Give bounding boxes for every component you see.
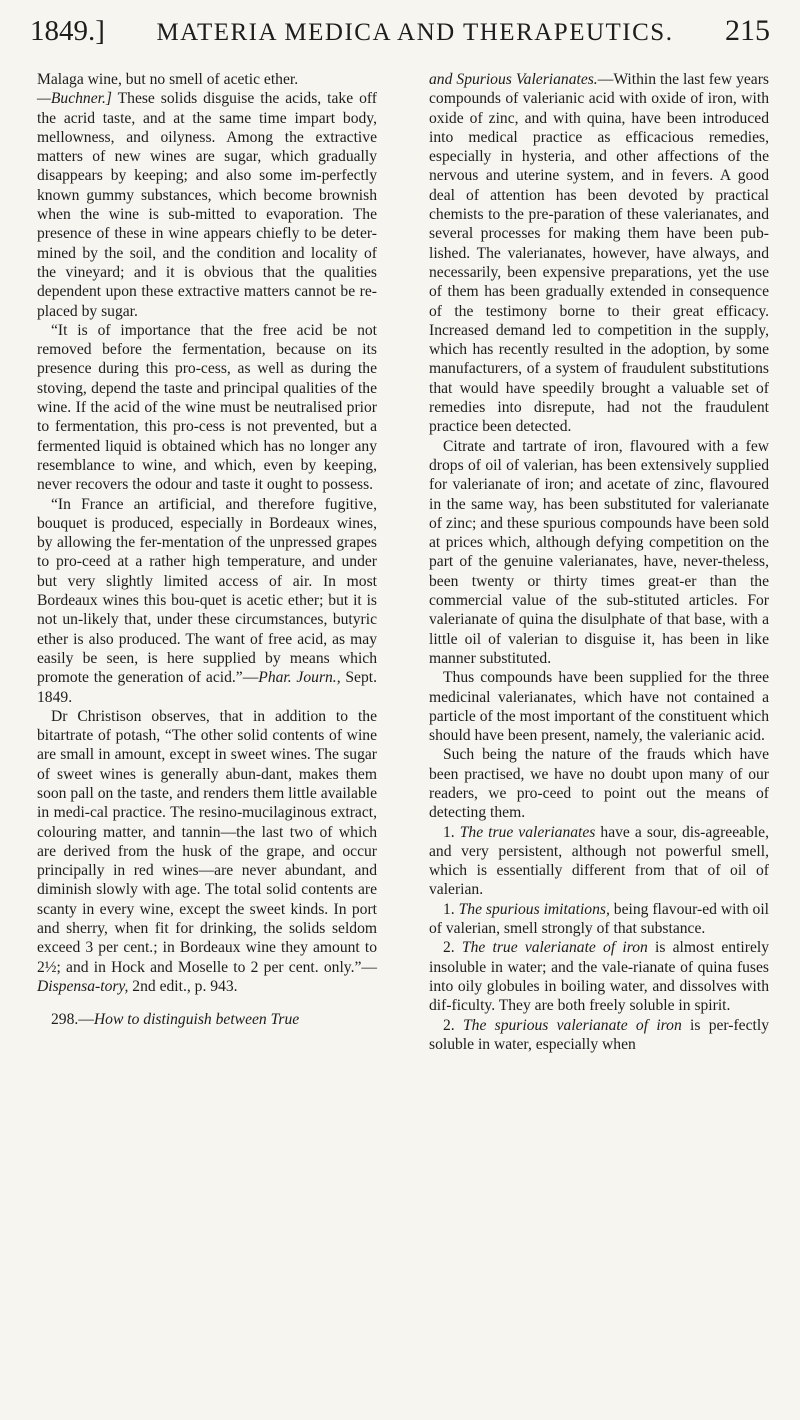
running-header <box>30 14 770 62</box>
paragraph: “It is of importance that the free acid be not removed before the fermentation, because on its presence during this pro-cess, as well as during the stoving, depend the taste and principal qualities of the wine. If the acid of the wine must be neutralised prior to fermentation, this pro-cess is not prevented, but a fermented liquid is obtained which has no longer any resemblance to wine, and which, even by keeping, never recovers the odour and taste it ought to possess. <box>37 321 377 494</box>
header-title: MATERIA MEDICA AND THERAPEUTICS. <box>156 19 674 46</box>
section-heading: 298.—How to distinguish between True <box>51 1011 300 1029</box>
left-column <box>37 70 377 1030</box>
list-item: 2. The spurious valerianate of iron is per-fectly soluble in water, especially when <box>429 1016 769 1053</box>
citation: Dispensa-tory, <box>37 977 129 995</box>
page-number: 215 <box>725 14 770 47</box>
header-date: 1849.] <box>30 15 105 47</box>
paragraph: “In France an artificial, and therefore fugitive, bouquet is produced, especially in Bordeaux wines, by allowing the fer-mentation of the unpressed grapes to pro-ceed at a rather high temperature, and under but very slightly limited access of air. In most Bordeaux wines this bou-quet is acetic ether; but it is not un-likely that, under these circumstances, butyric ether is also produced. The want of free acid, as may easily be seen, is here supplied by means which promote the generation of acid.”—Phar. Journ., Sept. 1849. <box>37 495 378 706</box>
section-heading-cont: and Spurious Valerianates. <box>429 71 598 88</box>
paragraph: Dr Christison observes, that in addition to the bitartrate of potash, “The other solid contents of wine are small in amount, except in sweet wines. The sugar of sweet wines is generally abun-dant, makes them soon pall on the taste, and renders them little available in medi-cal practice. The resino-mucilaginous extract, colouring matter, and tannin—the last two of which are derived from the husk of the grape, and occur principally in red wines—are never abundant, and diminish slowly with age. The total solid contents are scanty in every wine, except the sweet kinds. In port and sherry, when fit for drinking, the solids seldom exceed 3 per cent.; in Bordeaux wine they amount to 2½; and in Hock and Moselle to 2 per cent. only.”—Dispensa-tory, 2nd edit., p. 943. <box>37 707 377 995</box>
paragraph: Malaga wine, but no smell of acetic ether. —Buchner.] These solids disguise the acids, take off the acrid taste, and at the same time impart body, mellowness, and oilyness. Among the extractive matters of new wines are sugar, which gradually disappears by keeping; and also some im-perfectly known gummy substances, which become brownish when the wine is sub-mitted to evaporation. The presence of these in wine appears chiefly to be deter-mined by the soil, and the condition and locality of the vineyard; and it is obvious that the qualities dependent upon these extractive matters cannot be re-placed by sugar. <box>37 71 377 320</box>
list-item: 1. The true valerianates have a sour, dis-agreeable, and very persistent, although not powerful smell, which is essentially different from that of oil of valerian. <box>429 823 769 899</box>
right-column <box>429 70 769 1054</box>
list-item: 2. The true valerianate of iron is almost entirely insoluble in water; and the vale-rianate of quina fuses into oily globules in boiling water, and dissolves with dif-ficulty. They are both freely soluble in spirit. <box>429 939 770 1015</box>
paragraph: Such being the nature of the frauds which have been practised, we have no doubt upon many of our readers, we pro-ceed to point out the means of detecting them. <box>429 746 769 822</box>
citation: —Buchner.] <box>37 90 112 108</box>
list-item: 1. The spurious imitations, being flavour-ed with oil of valerian, smell strongly of that substance. <box>429 900 769 938</box>
paragraph: and Spurious Valerianates.—Within the last few years compounds of valerianic acid with oxide of iron, with oxide of zinc, and with quina, have been introduced into medical practice as efficacious remedies, especially in hysteria, and other affections of the nervous and uterine system, and in fevers. A good deal of attention has been devoted by practical chemists to the pre-paration of these valerianates, and several processes for making them have been pub-lished. The valerianates, however, have always, and necessarily, been expensive preparations, yet the use of them has been gradually extended in consequence of the testimony borne to their great efficacy. Increased demand led to competition in the supply, which has recently resulted in the adoption, by some manufacturers, of a system of fraudulent substitutions that would have speedily brought a valuable set of remedies into disrepute, had not the fraudulent practice been detected. <box>429 71 769 436</box>
citation: Phar. Journ., <box>258 669 341 687</box>
paragraph: Thus compounds have been supplied for the three medicinal valerianates, which have not contained a particle of the most important of the constituent which should have been present, namely, the valerianic acid. <box>429 669 769 745</box>
paragraph: Citrate and tartrate of iron, flavoured with a few drops of oil of valerian, has been extensively supplied for valerianate of iron; and acetate of zinc, flavoured in the same way, has been substituted for valerianate of zinc; and these spurious compounds have been sold at prices which, although defying competition on the part of the genuine valerianates, have, never-theless, been twenty or thirty times great-er than the commercial value of the sub-stituted articles. For valerianate of quina the disulphate of that base, with a little oil of valerian to disguise it, has been in like manner substituted. <box>429 437 769 667</box>
